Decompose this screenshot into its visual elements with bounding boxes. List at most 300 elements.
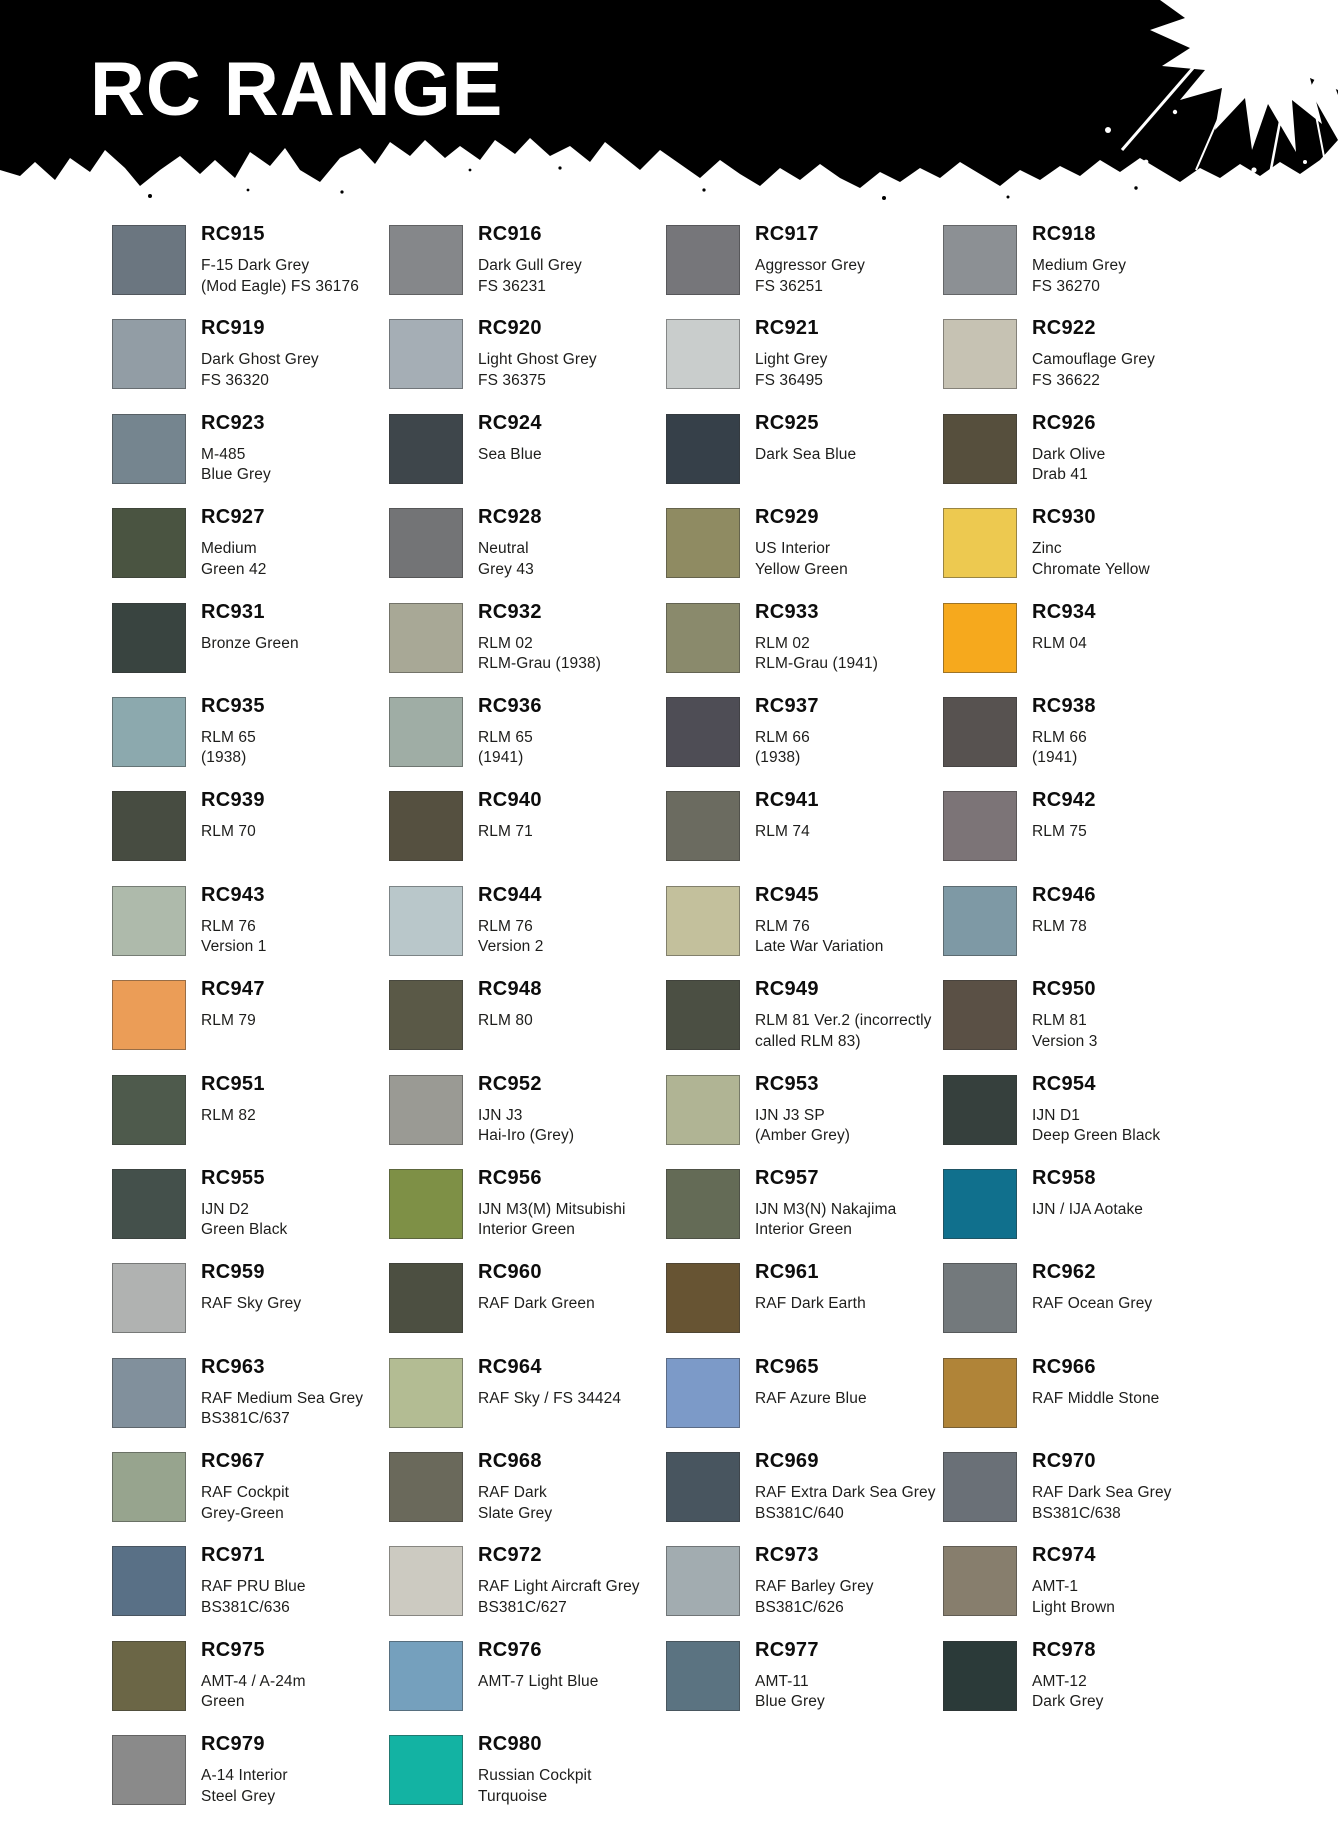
paint-code: RC959 (201, 1261, 265, 1284)
paint-info (201, 1073, 387, 1127)
color-swatch (943, 225, 1017, 295)
paint-description-line: RLM 71 (478, 823, 533, 841)
paint-description-line: BS381C/636 (201, 1598, 290, 1616)
color-swatch (666, 1358, 740, 1428)
paint-code: RC970 (1032, 1450, 1096, 1473)
paint-info (201, 695, 387, 769)
paint-info (478, 601, 664, 675)
paint-description-line: FS 36495 (755, 371, 824, 389)
paint-description (201, 1200, 387, 1241)
paint-description-line: IJN M3(N) Nakajima (755, 1200, 897, 1218)
paint-info (755, 412, 941, 466)
paint-code: RC974 (1032, 1544, 1096, 1567)
paint-description (478, 1577, 664, 1618)
paint-code: RC921 (755, 317, 819, 340)
paint-entry (389, 223, 666, 317)
color-swatch (943, 319, 1017, 389)
color-swatch (112, 1452, 186, 1522)
paint-code: RC920 (478, 317, 542, 340)
paint-description-line: BS381C/637 (201, 1410, 290, 1428)
paint-entry (943, 1167, 1220, 1261)
color-swatch (112, 886, 186, 956)
paint-code: RC955 (201, 1166, 265, 1189)
paint-code: RC968 (478, 1450, 542, 1473)
paint-description-line: BS381C/638 (1032, 1504, 1121, 1522)
paint-entry (666, 601, 943, 695)
paint-code: RC954 (1032, 1072, 1096, 1095)
paint-description-line: Deep Green Black (1032, 1127, 1161, 1145)
paint-description-line: US Interior (755, 540, 831, 558)
paint-info (1032, 789, 1218, 843)
paint-code: RC948 (478, 978, 542, 1001)
paint-description-line: AMT-1 (1032, 1578, 1079, 1596)
paint-code: RC978 (1032, 1638, 1096, 1661)
paint-info (755, 601, 941, 675)
paint-description-line: Grey-Green (201, 1504, 284, 1522)
paint-info (478, 317, 664, 391)
swatch-grid (112, 223, 1220, 1828)
paint-code: RC953 (755, 1072, 819, 1095)
paint-code: RC950 (1032, 978, 1096, 1001)
paint-description (478, 350, 664, 391)
paint-entry (112, 317, 389, 411)
paint-entry (389, 1544, 666, 1638)
paint-entry (112, 506, 389, 600)
paint-description-line: RLM-Grau (1938) (478, 655, 601, 673)
paint-description (201, 1577, 387, 1618)
paint-description (755, 1672, 941, 1713)
paint-entry (943, 884, 1220, 978)
paint-description-line: Medium Grey (1032, 257, 1127, 274)
paint-description (1032, 917, 1218, 938)
paint-description (755, 822, 941, 843)
paint-info (478, 789, 664, 843)
paint-code: RC967 (201, 1450, 265, 1473)
paint-description (1032, 350, 1218, 391)
paint-code: RC942 (1032, 789, 1096, 812)
paint-description-line: RLM 04 (1032, 634, 1087, 652)
paint-description-line: FS 36231 (478, 277, 547, 295)
paint-entry (389, 1167, 666, 1261)
paint-description-line: Camouflage Grey (1032, 351, 1155, 369)
paint-description-line: Late War Variation (755, 938, 884, 956)
paint-description-line: IJN D2 (201, 1200, 249, 1218)
paint-code: RC938 (1032, 694, 1096, 717)
paint-description-line: RLM 02 (478, 634, 533, 652)
paint-description-line: RLM 75 (1032, 823, 1087, 841)
color-swatch (389, 508, 463, 578)
paint-entry (389, 506, 666, 600)
paint-description (201, 728, 387, 769)
paint-entry (666, 1639, 943, 1733)
paint-info (755, 1167, 941, 1241)
color-swatch (389, 980, 463, 1050)
color-swatch (943, 1358, 1017, 1428)
paint-description (478, 822, 664, 843)
paint-description (478, 1200, 664, 1241)
paint-description (201, 1672, 387, 1713)
paint-code: RC969 (755, 1450, 819, 1473)
paint-description-line: Grey 43 (478, 560, 534, 578)
paint-info (201, 317, 387, 391)
paint-info (755, 506, 941, 580)
paint-code: RC980 (478, 1733, 542, 1756)
paint-code: RC951 (201, 1072, 265, 1095)
color-swatch (389, 1358, 463, 1428)
paint-info (201, 1261, 387, 1315)
paint-description-line: RAF Dark Sea Grey (1032, 1484, 1172, 1502)
paint-description (478, 539, 664, 580)
paint-description-line: Dark Ghost Grey (201, 351, 319, 369)
paint-info (201, 1356, 387, 1430)
paint-entry (943, 317, 1220, 411)
paint-description (201, 1294, 387, 1315)
paint-description-line: RLM 81 Ver.2 (incorrectly (755, 1012, 932, 1030)
paint-info (201, 978, 387, 1032)
paint-entry (389, 317, 666, 411)
paint-code: RC932 (478, 600, 542, 623)
color-swatch (389, 225, 463, 295)
color-swatch (389, 1452, 463, 1522)
paint-description-line: AMT-4 / A-24m (201, 1672, 306, 1690)
color-swatch (666, 603, 740, 673)
paint-description (1032, 728, 1218, 769)
paint-entry (943, 1544, 1220, 1638)
paint-info (201, 506, 387, 580)
color-swatch (389, 1075, 463, 1145)
paint-entry (389, 1733, 666, 1827)
paint-code: RC926 (1032, 411, 1096, 434)
paint-description (201, 1389, 387, 1430)
paint-info (478, 1544, 664, 1618)
paint-description-line: RLM 79 (201, 1012, 256, 1030)
paint-info (755, 223, 941, 297)
color-swatch (389, 1546, 463, 1616)
paint-code: RC976 (478, 1638, 542, 1661)
paint-description (478, 445, 664, 466)
paint-description (201, 822, 387, 843)
paint-info (478, 978, 664, 1032)
paint-entry (943, 695, 1220, 789)
paint-entry (389, 1639, 666, 1733)
paint-code: RC975 (201, 1638, 265, 1661)
color-swatch (389, 886, 463, 956)
paint-info (1032, 412, 1218, 486)
paint-code: RC971 (201, 1544, 265, 1567)
paint-description (478, 917, 664, 958)
paint-description (1032, 256, 1218, 297)
paint-description (755, 634, 941, 675)
paint-entry (112, 601, 389, 695)
paint-description-line: A-14 Interior (201, 1767, 288, 1785)
color-swatch (666, 1263, 740, 1333)
paint-info (478, 1733, 664, 1807)
color-swatch (389, 319, 463, 389)
color-swatch (389, 697, 463, 767)
paint-info (1032, 695, 1218, 769)
color-swatch (112, 414, 186, 484)
paint-entry (943, 1450, 1220, 1544)
paint-entry (666, 1261, 943, 1355)
paint-entry (666, 317, 943, 411)
paint-entry (666, 1544, 943, 1638)
paint-entry (666, 1167, 943, 1261)
paint-entry (389, 412, 666, 506)
paint-description-line: RAF Cockpit (201, 1484, 290, 1502)
paint-info (478, 695, 664, 769)
color-swatch (666, 791, 740, 861)
paint-description (201, 445, 387, 486)
paint-description-line: Drab 41 (1032, 466, 1088, 484)
color-swatch (389, 791, 463, 861)
paint-description (478, 1766, 664, 1807)
paint-description-line: AMT-11 (755, 1672, 809, 1690)
paint-info (1032, 506, 1218, 580)
paint-code: RC961 (755, 1261, 819, 1284)
paint-description-line: Neutral (478, 540, 529, 558)
paint-description-line: AMT-7 Light Blue (478, 1672, 599, 1690)
paint-description (1032, 445, 1218, 486)
paint-description-line: RLM 76 (755, 917, 810, 935)
paint-info (201, 789, 387, 843)
paint-entry (943, 978, 1220, 1072)
paint-description-line: Chromate Yellow (1032, 560, 1150, 578)
paint-entry (389, 1356, 666, 1450)
paint-info (1032, 1167, 1218, 1221)
paint-code: RC956 (478, 1166, 542, 1189)
paint-description (755, 350, 941, 391)
header-banner (0, 0, 1338, 210)
paint-info (201, 884, 387, 958)
paint-entry (389, 1261, 666, 1355)
paint-description-line: Russian Cockpit Turquoise (478, 1767, 592, 1805)
paint-description-line: Version 1 (201, 938, 267, 956)
paint-info (1032, 317, 1218, 391)
paint-info (755, 1356, 941, 1410)
paint-entry (666, 884, 943, 978)
paint-description-line: (1938) (201, 749, 247, 767)
color-swatch (112, 319, 186, 389)
paint-code: RC937 (755, 694, 819, 717)
paint-description-line: RLM 66 (755, 728, 810, 746)
paint-description-line: Dark Sea Blue (755, 445, 857, 463)
paint-info (755, 1073, 941, 1147)
paint-description-line: RLM 02 (755, 634, 810, 652)
paint-description-line: RAF Dark Green (478, 1295, 595, 1313)
paint-code: RC962 (1032, 1261, 1096, 1284)
paint-description-line: RAF Dark Earth (755, 1295, 866, 1313)
color-swatch (943, 1452, 1017, 1522)
paint-description-line: Light Brown (1032, 1598, 1115, 1616)
paint-description (1032, 1577, 1218, 1618)
paint-info (755, 884, 941, 958)
paint-description-line: FS 36375 (478, 371, 547, 389)
paint-description (201, 256, 387, 297)
paint-entry (112, 412, 389, 506)
paint-entry (666, 978, 943, 1072)
paint-description-line: RLM-Grau (1941) (755, 655, 878, 673)
paint-code: RC939 (201, 789, 265, 812)
paint-description (755, 1483, 941, 1524)
paint-description-line: (Amber Grey) (755, 1127, 851, 1145)
paint-info (755, 1544, 941, 1618)
paint-description (478, 256, 664, 297)
color-swatch (666, 886, 740, 956)
paint-description-line: RLM 74 (755, 823, 810, 841)
paint-info (755, 978, 941, 1052)
paint-description-line: Medium (201, 540, 257, 558)
paint-description-line: RLM 76 (478, 917, 533, 935)
paint-entry (666, 223, 943, 317)
paint-code: RC917 (755, 223, 819, 245)
paint-code: RC979 (201, 1733, 265, 1756)
paint-description (478, 1389, 664, 1410)
paint-code: RC949 (755, 978, 819, 1001)
paint-entry (389, 1073, 666, 1167)
paint-code: RC964 (478, 1355, 542, 1378)
paint-info (755, 695, 941, 769)
paint-description (755, 539, 941, 580)
paint-description (755, 1294, 941, 1315)
paint-description (201, 1011, 387, 1032)
color-swatch (112, 508, 186, 578)
color-swatch (666, 225, 740, 295)
paint-code: RC915 (201, 223, 265, 245)
paint-description-line: called RLM 83) (755, 1032, 861, 1050)
paint-info (201, 1167, 387, 1241)
color-swatch (666, 980, 740, 1050)
paint-code: RC966 (1032, 1355, 1096, 1378)
paint-entry (666, 1356, 943, 1450)
paint-description-line: RAF Middle Stone (1032, 1389, 1160, 1407)
paint-description (201, 539, 387, 580)
paint-entry (112, 789, 389, 883)
color-swatch (389, 1735, 463, 1805)
paint-description (201, 1766, 387, 1807)
paint-description (1032, 1106, 1218, 1147)
paint-entry (943, 789, 1220, 883)
paint-info (478, 223, 664, 297)
paint-description-line: RLM 65 (478, 728, 533, 746)
paint-entry (666, 506, 943, 600)
paint-description-line: Sea Blue (478, 445, 542, 463)
color-swatch (666, 697, 740, 767)
paint-entry (112, 884, 389, 978)
paint-entry (943, 601, 1220, 695)
paint-entry (112, 1167, 389, 1261)
color-swatch (389, 1641, 463, 1711)
paint-description-line: Hai-Iro (Grey) (478, 1127, 575, 1145)
paint-entry (112, 223, 389, 317)
color-swatch (112, 697, 186, 767)
paint-description-line: Blue Grey (755, 1693, 825, 1711)
color-swatch (943, 886, 1017, 956)
paint-description-line: Green (201, 1693, 245, 1711)
paint-code: RC946 (1032, 883, 1096, 906)
paint-code: RC972 (478, 1544, 542, 1567)
paint-info (1032, 1544, 1218, 1618)
paint-code: RC960 (478, 1261, 542, 1284)
paint-code: RC940 (478, 789, 542, 812)
paint-description-line: RAF Azure Blue (755, 1389, 867, 1407)
paint-entry (943, 1073, 1220, 1167)
paint-entry (666, 789, 943, 883)
paint-description (478, 1294, 664, 1315)
paint-description-line: Light Ghost Grey (478, 351, 597, 369)
paint-description (755, 1200, 941, 1241)
color-swatch (389, 1263, 463, 1333)
paint-description (755, 728, 941, 769)
paint-description-line: Bronze Green (201, 634, 299, 652)
paint-info (478, 1167, 664, 1241)
paint-info (478, 1639, 664, 1693)
color-swatch (943, 603, 1017, 673)
paint-info (1032, 1261, 1218, 1315)
paint-description-line: Slate Grey (478, 1504, 553, 1522)
paint-entry (666, 1450, 943, 1544)
paint-description-line: RLM 65 (201, 728, 256, 746)
color-swatch (666, 1075, 740, 1145)
paint-info (478, 1450, 664, 1524)
paint-entry (112, 1639, 389, 1733)
paint-description-line: (1938) (755, 749, 801, 767)
paint-description (755, 1577, 941, 1618)
paint-description-line: IJN M3(M) Mitsubishi (478, 1200, 626, 1218)
paint-info (478, 506, 664, 580)
paint-description-line: RAF PRU Blue (201, 1578, 306, 1596)
paint-info (201, 1450, 387, 1524)
paint-code: RC924 (478, 411, 542, 434)
color-swatch (943, 1075, 1017, 1145)
paint-code: RC952 (478, 1072, 542, 1095)
color-swatch (943, 508, 1017, 578)
paint-info (755, 1261, 941, 1315)
paint-description-line: (1941) (1032, 749, 1078, 767)
paint-entry (943, 1639, 1220, 1733)
paint-description-line: RAF Medium Sea Grey (201, 1389, 364, 1407)
paint-description-line: BS381C/627 (478, 1598, 567, 1616)
paint-description-line: RAF Light Aircraft Grey (478, 1578, 640, 1596)
paint-info (755, 789, 941, 843)
paint-info (478, 1356, 664, 1410)
paint-description-line: RAF Barley Grey (755, 1578, 874, 1596)
color-swatch (666, 1452, 740, 1522)
paint-description-line: FS 36320 (201, 371, 270, 389)
paint-description (1032, 634, 1218, 655)
color-swatch (943, 1641, 1017, 1711)
paint-description-line: (Mod Eagle) FS 36176 (201, 277, 359, 295)
color-swatch (666, 1641, 740, 1711)
paint-info (1032, 1639, 1218, 1713)
paint-entry (943, 506, 1220, 600)
paint-description-line: Dark Gull Grey (478, 257, 582, 274)
color-swatch (666, 508, 740, 578)
paint-description-line: FS 36270 (1032, 277, 1101, 295)
paint-entry (943, 1356, 1220, 1450)
paint-description-line: Blue Grey (201, 466, 271, 484)
paint-code: RC963 (201, 1355, 265, 1378)
paint-description (1032, 539, 1218, 580)
paint-info (1032, 884, 1218, 938)
paint-description (1032, 1011, 1218, 1052)
paint-code: RC929 (755, 506, 819, 529)
paint-info (478, 1261, 664, 1315)
paint-description-line: Green 42 (201, 560, 267, 578)
paint-description-line: RLM 78 (1032, 917, 1087, 935)
paint-description-line: Steel Grey (201, 1787, 276, 1805)
paint-description-line: RLM 80 (478, 1012, 533, 1030)
color-swatch (943, 1169, 1017, 1239)
